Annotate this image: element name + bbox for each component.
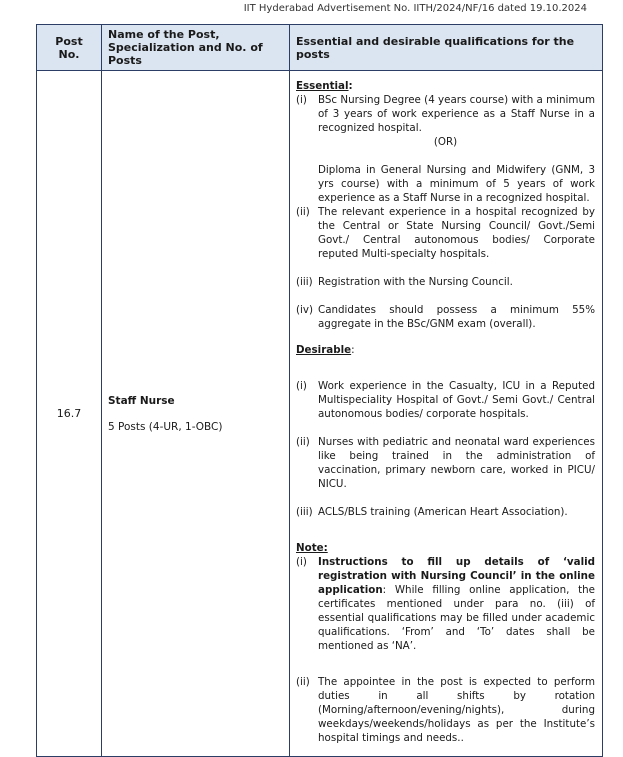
- note-title: Note:: [296, 542, 328, 554]
- table-header-row: [37, 25, 603, 71]
- item-number: (iii): [296, 506, 313, 518]
- post-name: Staff Nurse: [108, 394, 175, 407]
- desirable-item-2: [296, 435, 595, 491]
- header-post-name-line2: Specialization and No. of Posts: [108, 41, 263, 67]
- item-text: The relevant experience in a hospital recognized by the Central or State Nursing Council/ Govt./Semi Govt./ Central autonomous bodies/ Corporate reputed Multi-specialty hospitals.: [318, 206, 595, 260]
- essential-item-2: [296, 205, 595, 261]
- desirable-title: Desirable: [296, 344, 352, 356]
- header-qualifications: Essential and desirable qualifications for the posts: [290, 25, 603, 71]
- item-number: (i): [296, 380, 307, 392]
- essential-item-1-alt: [296, 163, 595, 205]
- note-item-1-bold: Instructions to fill up details of ‘valid registration with Nursing Council’ in the online application: [318, 556, 595, 596]
- essential-item-4: [296, 303, 595, 331]
- header-post-name: [102, 25, 290, 71]
- item-number: (iv): [296, 304, 313, 316]
- table-row: [37, 71, 603, 757]
- header-post-no: Post No.: [37, 25, 102, 71]
- essential-item-3: [296, 275, 595, 289]
- item-text: Work experience in the Casualty, ICU in a Reputed Multispeciality Hospital of Govt./ Semi Govt./ Central autonomous bodies/ corporate hospitals.: [318, 380, 595, 420]
- post-name-cell: [102, 71, 290, 757]
- note-item-2: [296, 675, 595, 745]
- item-text: Registration with the Nursing Council.: [318, 276, 513, 288]
- item-number: (i): [296, 556, 307, 568]
- item-number: (i): [296, 94, 307, 106]
- note-item-1: [296, 555, 595, 653]
- desirable-item-3: [296, 505, 595, 519]
- item-number: (ii): [296, 676, 310, 688]
- item-text: BSc Nursing Degree (4 years course) with a minimum of 3 years of work experience as a Staff Nurse in a recognized hospital.: [318, 94, 595, 134]
- advertisement-header: IIT Hyderabad Advertisement No. IITH/2024/NF/16 dated 19.10.2024: [243, 3, 587, 14]
- desirable-item-1: [296, 379, 595, 421]
- item-text: The appointee in the post is expected to perform duties in all shifts by rotation (Morning/afternoon/evening/nights), during weekdays/weekends/holidays as per the Institute’s hospital timings and needs..: [318, 676, 595, 744]
- post-number: 16.7: [37, 71, 102, 757]
- note-item-1-text: : While filling online application, the certificates mentioned under para no. (iii) of essential qualifications may be filled under academic qualifications. ‘From’ and ‘To’ dates shall be mentioned as ‘NA’.: [318, 584, 595, 652]
- item-text: ACLS/BLS training (American Heart Association).: [318, 506, 568, 518]
- post-count: 5 Posts (4-UR, 1-OBC): [108, 420, 223, 433]
- item-text: Nurses with pediatric and neonatal ward experiences like being trained in the administration of vaccination, primary newborn care, worked in PICU/ NICU.: [318, 436, 595, 490]
- essential-item-1: [296, 93, 595, 135]
- item-number: (ii): [296, 206, 310, 218]
- qualifications-cell: Essential: (i) BSc Nursing Degree (4 years course) with a minimum of 3 years of work experience as a Staff Nurse in a recognized hospital. (OR) Diploma in General Nursing and Midwifery (GNM, 3 yrs course) with a minimum of 5 years of work experience as a Staff Nurse in a recognized hospital. (ii) The relevant experience in a hospital recognized by the Central or State Nursing Council/ Govt./Semi Govt./ Central autonomous bodies/ Corporate reputed Multi-specialty hospitals. (iii) Registration with the Nursing Council. (iv) Candidates should possess a minimum 55% aggregate in the BSc/GNM exam (overall). Desirable: (i) Work experience in the Casualty, ICU in a Reputed Multispeciality Hospital of Govt./ Semi Govt./ Central autonomous bodies/ corporate hospitals. (ii) Nurses with pediatric and neonatal ward experiences like being trained in the administration of vaccination, primary newborn care, worked in PICU/ NICU. (iii) ACLS/BLS training (American Heart Association). Note: (i) Instructions to fill up details of ‘valid registration with Nursing Council’ in the online application: While filling online application, the certificates mentioned under para no. (iii) of essential qualifications may be filled under academic qualifications. ‘From’ and ‘To’ dates shall be mentioned as ‘NA’. (ii) The appointee in the post is expected to perform duties in all shifts by rotation (Morning/afternoon/evening/nights), during weekdays/weekends/holidays as per the Institute’s hospital timings and needs..: [290, 71, 603, 757]
- qualification-table: [36, 24, 603, 757]
- essential-title: Essential: [296, 80, 349, 92]
- item-number: (ii): [296, 436, 310, 448]
- or-separator: (OR): [433, 136, 458, 148]
- item-number: (iii): [296, 276, 313, 288]
- header-post-name-line1: Name of the Post,: [108, 28, 220, 41]
- item-text: Diploma in General Nursing and Midwifery (GNM, 3 yrs course) with a minimum of 5 years of work experience as a Staff Nurse in a recognized hospital.: [318, 164, 595, 204]
- item-text: Candidates should possess a minimum 55% aggregate in the BSc/GNM exam (overall).: [318, 304, 595, 330]
